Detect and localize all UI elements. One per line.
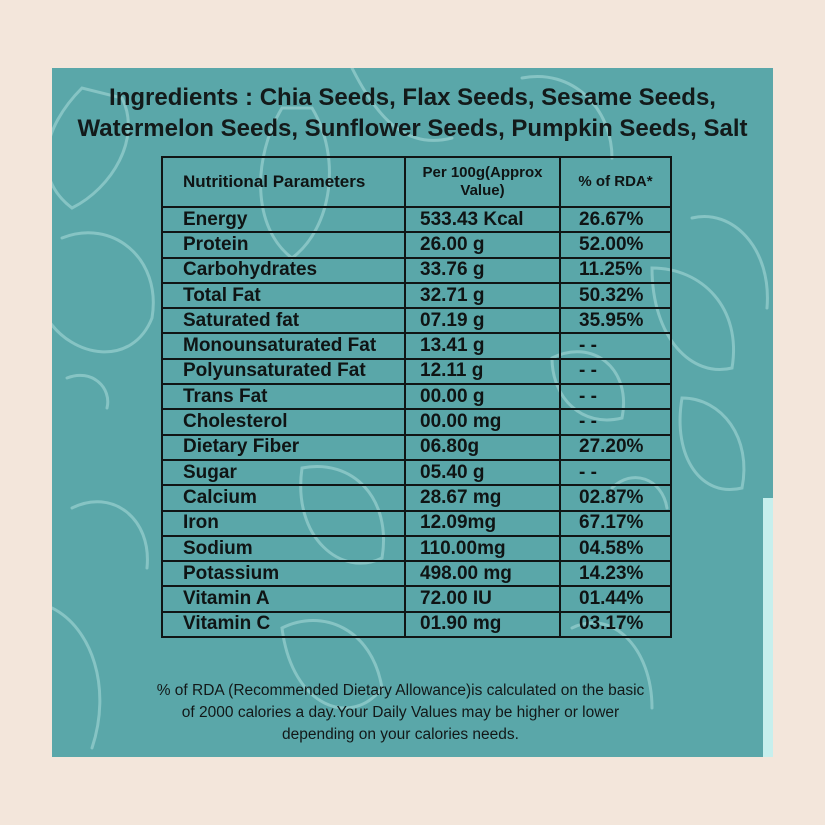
per-100g-value-cell: 01.90 mg bbox=[405, 612, 560, 637]
rda-footnote bbox=[52, 680, 749, 746]
header-per-100g: Per 100g(Approx Value) bbox=[405, 157, 560, 207]
per-100g-value-cell: 07.19 g bbox=[405, 308, 560, 333]
per-100g-value-cell: 12.09mg bbox=[405, 511, 560, 536]
rda-value-cell: - - bbox=[560, 359, 671, 384]
nutrition-label-panel bbox=[52, 68, 773, 757]
header-rda: % of RDA* bbox=[560, 157, 671, 207]
table-row bbox=[162, 586, 671, 611]
table-row bbox=[162, 536, 671, 561]
rda-value-cell: 35.95% bbox=[560, 308, 671, 333]
rda-value-cell: 02.87% bbox=[560, 485, 671, 510]
table-row bbox=[162, 435, 671, 460]
rda-value-cell: 03.17% bbox=[560, 612, 671, 637]
rda-value-cell: 50.32% bbox=[560, 283, 671, 308]
rda-value-cell: 67.17% bbox=[560, 511, 671, 536]
table-row bbox=[162, 283, 671, 308]
per-100g-value-cell: 00.00 mg bbox=[405, 409, 560, 434]
per-100g-value-cell: 28.67 mg bbox=[405, 485, 560, 510]
nutrient-name-cell: Carbohydrates bbox=[162, 258, 405, 283]
rda-value-cell: - - bbox=[560, 384, 671, 409]
table-row bbox=[162, 511, 671, 536]
rda-value-cell: 11.25% bbox=[560, 258, 671, 283]
per-100g-value-cell: 12.11 g bbox=[405, 359, 560, 384]
ingredients-heading bbox=[52, 82, 773, 144]
table-row bbox=[162, 333, 671, 358]
per-100g-value-cell: 72.00 IU bbox=[405, 586, 560, 611]
table-header-row bbox=[162, 157, 671, 207]
nutrient-name-cell: Vitamin A bbox=[162, 586, 405, 611]
table-row bbox=[162, 612, 671, 637]
panel-edge-highlight bbox=[763, 498, 773, 757]
nutrient-name-cell: Potassium bbox=[162, 561, 405, 586]
nutrient-name-cell: Saturated fat bbox=[162, 308, 405, 333]
footnote-line-1: % of RDA (Recommended Dietary Allowance)is calculated on the basic bbox=[156, 682, 645, 699]
rda-value-cell: 04.58% bbox=[560, 536, 671, 561]
nutrient-name-cell: Sugar bbox=[162, 460, 405, 485]
rda-value-cell: - - bbox=[560, 333, 671, 358]
nutrient-name-cell: Total Fat bbox=[162, 283, 405, 308]
table-row bbox=[162, 232, 671, 257]
nutrient-name-cell: Sodium bbox=[162, 536, 405, 561]
per-100g-value-cell: 26.00 g bbox=[405, 232, 560, 257]
rda-value-cell: 14.23% bbox=[560, 561, 671, 586]
table-row bbox=[162, 258, 671, 283]
seed-outline-11 bbox=[72, 502, 147, 568]
per-100g-value-cell: 06.80g bbox=[405, 435, 560, 460]
per-100g-value-cell: 05.40 g bbox=[405, 460, 560, 485]
table-row bbox=[162, 207, 671, 232]
table-row bbox=[162, 460, 671, 485]
ingredients-line-1: Ingredients : Chia Seeds, Flax Seeds, Sesame Seeds, bbox=[109, 84, 716, 111]
table-row bbox=[162, 485, 671, 510]
per-100g-value-cell: 33.76 g bbox=[405, 258, 560, 283]
header-nutritional-parameters: Nutritional Parameters bbox=[162, 157, 405, 207]
per-100g-value-cell: 13.41 g bbox=[405, 333, 560, 358]
per-100g-value-cell: 533.43 Kcal bbox=[405, 207, 560, 232]
nutrition-table bbox=[161, 156, 672, 638]
rda-value-cell: 27.20% bbox=[560, 435, 671, 460]
ingredients-line-2: Watermelon Seeds, Sunflower Seeds, Pumpkin Seeds, Salt bbox=[77, 115, 748, 142]
nutrient-name-cell: Dietary Fiber bbox=[162, 435, 405, 460]
table-row bbox=[162, 409, 671, 434]
footnote-line-3: depending on your calories needs. bbox=[282, 726, 519, 743]
table-row bbox=[162, 561, 671, 586]
nutrient-name-cell: Cholesterol bbox=[162, 409, 405, 434]
table-row bbox=[162, 384, 671, 409]
table-row bbox=[162, 359, 671, 384]
seed-outline-3 bbox=[67, 375, 108, 408]
table-row bbox=[162, 308, 671, 333]
per-100g-value-cell: 498.00 mg bbox=[405, 561, 560, 586]
rda-value-cell: - - bbox=[560, 460, 671, 485]
nutrient-name-cell: Polyunsaturated Fat bbox=[162, 359, 405, 384]
rda-value-cell: 01.44% bbox=[560, 586, 671, 611]
nutrient-name-cell: Protein bbox=[162, 232, 405, 257]
nutrient-name-cell: Iron bbox=[162, 511, 405, 536]
nutrient-name-cell: Trans Fat bbox=[162, 384, 405, 409]
seed-outline-7 bbox=[692, 216, 767, 308]
rda-value-cell: 26.67% bbox=[560, 207, 671, 232]
nutrient-name-cell: Calcium bbox=[162, 485, 405, 510]
per-100g-value-cell: 32.71 g bbox=[405, 283, 560, 308]
nutrient-name-cell: Vitamin C bbox=[162, 612, 405, 637]
seed-outline-10 bbox=[680, 398, 744, 490]
per-100g-value-cell: 110.00mg bbox=[405, 536, 560, 561]
nutrient-name-cell: Monounsaturated Fat bbox=[162, 333, 405, 358]
nutrient-name-cell: Energy bbox=[162, 207, 405, 232]
rda-value-cell: - - bbox=[560, 409, 671, 434]
rda-value-cell: 52.00% bbox=[560, 232, 671, 257]
per-100g-value-cell: 00.00 g bbox=[405, 384, 560, 409]
footnote-line-2: of 2000 calories a day.Your Daily Values may be higher or lower bbox=[181, 704, 620, 721]
seed-outline-2 bbox=[52, 233, 153, 352]
